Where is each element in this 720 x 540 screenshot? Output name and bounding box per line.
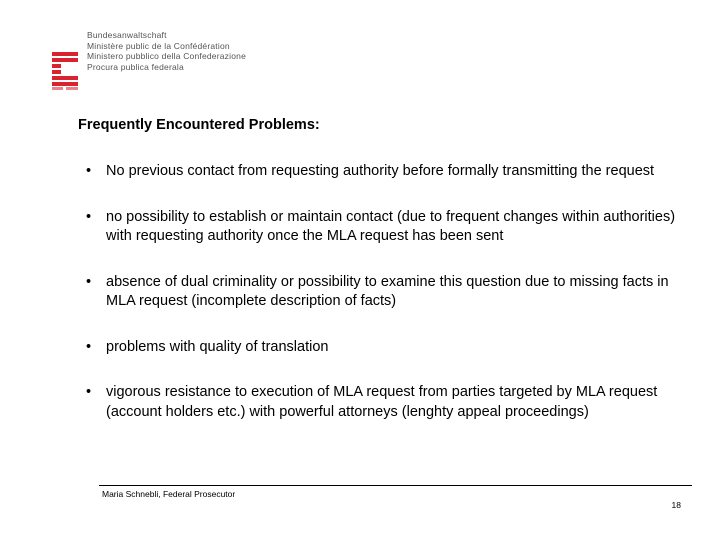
organization-line-de: Bundesanwaltschaft bbox=[87, 30, 167, 40]
footer-divider bbox=[99, 485, 692, 486]
list-item bbox=[78, 383, 678, 422]
bullet-icon: • bbox=[86, 384, 92, 400]
list-item bbox=[78, 208, 678, 247]
bullet-icon: • bbox=[86, 273, 92, 290]
federal-logo-icon bbox=[52, 52, 78, 90]
list-item-text: vigorous resistance to execution of MLA request from parties targeted by MLA request (account holders etc.) with powerful attorneys (lenghty appeal proceedings) bbox=[106, 384, 658, 420]
organization-line-fr: Ministère public de la Confédération bbox=[87, 40, 230, 51]
page-number: 18 bbox=[671, 500, 681, 510]
list-item-text: problems with quality of translation bbox=[106, 338, 329, 355]
list-item-text: no possibility to establish or maintain contact (due to frequent changes within authorities) with requesting authority once the MLA request has been sent bbox=[106, 208, 676, 244]
list-item bbox=[78, 273, 678, 312]
federal-logo bbox=[52, 52, 78, 90]
list-item bbox=[78, 338, 678, 358]
slide-title: Frequently Encountered Problems: bbox=[78, 117, 320, 133]
organization-line-rm: Procura publica federala bbox=[87, 61, 184, 72]
organization-name bbox=[87, 30, 246, 72]
problems-list bbox=[78, 162, 678, 448]
organization-line-it: Ministero pubblico della Confederazione bbox=[87, 51, 247, 61]
list-item-text: No previous contact from requesting authority before formally transmitting the request bbox=[106, 163, 655, 179]
bullet-icon: • bbox=[86, 338, 92, 355]
footer-author: Maria Schnebli, Federal Prosecutor bbox=[102, 489, 236, 499]
list-item bbox=[78, 162, 678, 182]
list-item-text: absence of dual criminality or possibility to examine this question due to missing facts in MLA request (incomplete description of facts) bbox=[106, 273, 669, 309]
bullet-icon: • bbox=[86, 163, 92, 179]
bullet-icon: • bbox=[86, 208, 92, 225]
